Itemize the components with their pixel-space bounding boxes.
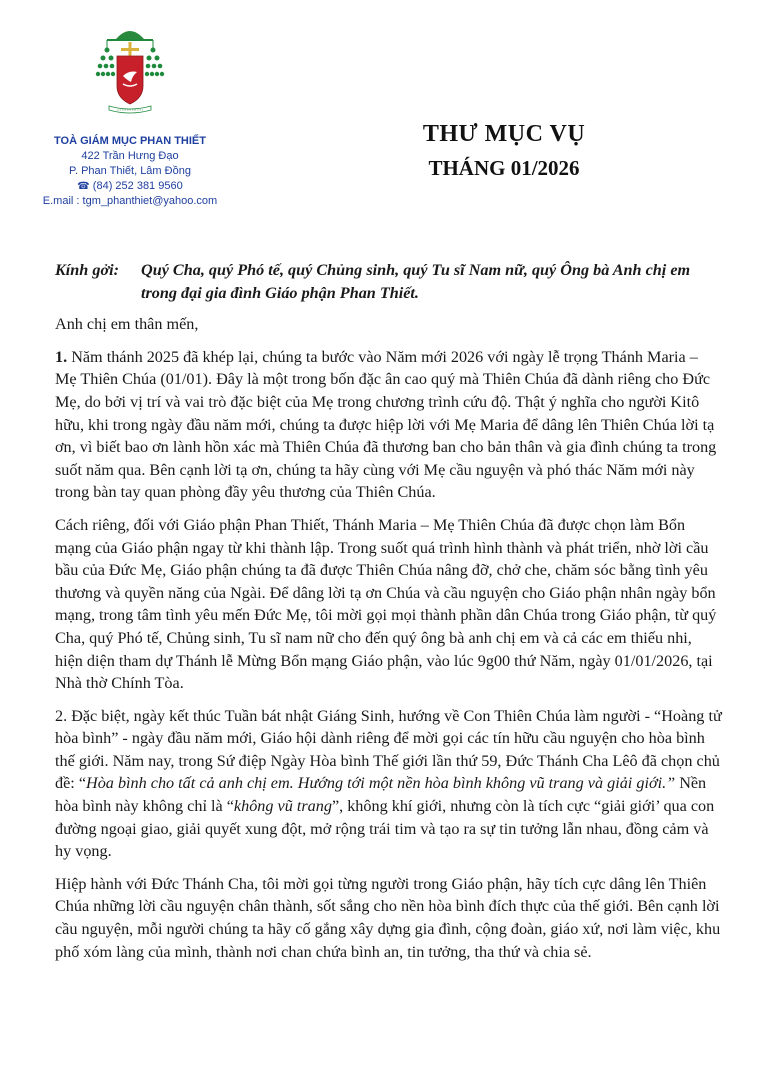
telephone-icon: ☎: [77, 181, 90, 192]
address-line: [55, 259, 723, 304]
title-line-1: THƯ MỤC VỤ: [422, 121, 586, 147]
letter-body: [55, 259, 723, 963]
sender-block: [20, 134, 240, 209]
galero-icon: [115, 31, 145, 40]
greeting: Anh chị em thân mến,: [55, 315, 199, 334]
paragraph-4: Hiệp hành với Đức Thánh Cha, tôi mời gọi từng người trong Giáo phận, hãy tích cực dâng lên Thiên Chúa những lời cầu nguyện chân thành, sốt sắng cho nền hòa bình đích thực của thế giới. Bên cạnh lời cầu nguyện, mỗi người chúng ta hãy cố gắng xây dựng gia đình, cộng đoàn, giáo xứ, nơi làm việc, khu phố xóm làng của mình, thành nơi chan chứa bình an, tin tưởng, tha thứ và chia sẻ.: [55, 874, 721, 961]
paragraph-1-number: 1.: [55, 347, 68, 366]
sender-organization: TOÀ GIÁM MỤC PHAN THIẾT: [54, 135, 206, 147]
sender-email-label: E.mail :: [42, 195, 80, 207]
sender-phone-row: [20, 179, 240, 194]
paragraph-3-part-a: 2. Đặc biệt, ngày kết thúc Tuần bát nhật Giáng Sinh, hướng về Con Thiên Chúa làm người - “Hoàng tử hòa bình” - ngày đầu năm mới, Giáo hội dành riêng để mời gọi các tín hữu cầu nguyện cho hòa bình thế giới. Năm nay, trong Sứ điệp Ngày Hòa bình Thế giới lần thứ 59, Đức Thánh Cha Lêô đã chọn chủ đề: “: [55, 706, 722, 793]
tassels-right-icon: [145, 48, 164, 77]
diocese-coat-of-arms-icon: [93, 26, 167, 116]
title-line-2: THÁNG 01/2026: [428, 156, 580, 180]
paragraph-2: Cách riêng, đối với Giáo phận Phan Thiết, Thánh Maria – Mẹ Thiên Chúa đã được chọn làm Bổn mạng của Giáo phận ngay từ khi thành lập. Trong suốt quá trình hình thành và phát triển, nhờ lời cầu bầu của Đức Mẹ, Giáo phận chúng ta đã được Thiên Chúa nâng đỡ, chở che, chăm sóc bằng tình yêu thương và quyền năng của Ngài. Để dâng lời tạ ơn Chúa và cầu nguyện cho Giáo phận nhân ngày bổn mạng, trong tâm tình yêu mến Đức Mẹ, tôi mời gọi mọi thành phần dân Chúa trong Giáo phận, từ quý Cha, quý Phó tế, Chủng sinh, Tu sĩ nam nữ cho đến quý ông bà anh chị em và cả các em thiếu nhi, hiện diện tham dự Thánh lễ Mừng Bổn mạng Giáo phận, vào lúc 9g00 thứ Năm, ngày 01/01/2026, tại Nhà thờ Chính Tòa.: [55, 515, 717, 693]
tassels-left-icon: [96, 48, 115, 77]
sender-phone: (84) 252 381 9560: [92, 180, 183, 192]
motto-banner-icon: [109, 106, 151, 113]
sender-email[interactable]: tgm_phanthiet@yahoo.com: [82, 195, 218, 207]
sender-email-row: [20, 194, 240, 209]
sender-ward: P. Phan Thiết, Lâm Đồng: [69, 165, 191, 177]
paragraph-1-text: Năm thánh 2025 đã khép lại, chúng ta bước vào Năm mới 2026 với ngày lễ trọng Thánh Maria – Mẹ Thiên Chúa (01/01). Đây là một trong bốn đặc ân cao quý mà Thiên Chúa đã dành riêng cho Đức Mẹ, do bởi vị trí và vai trò đặc biệt của Mẹ trong chương trình cứu độ. Thật ý nghĩa cho người Kitô hữu, khi trong ngày đầu năm mới, chúng ta được hiệp lời với Mẹ Maria để dâng lên Thiên Chúa lời tạ ơn, vì biết bao ơn lành hồn xác mà Thiên Chúa đã thương ban cho bản thân và gia đình chúng ta trong suốt năm qua. Bên cạnh lời tạ ơn, chúng ta hãy cùng với Mẹ cầu nguyện và phó thác Năm mới này trong bàn tay quan phòng đầy yêu thương của Thiên Chúa.: [55, 347, 717, 502]
paragraph-3: [55, 705, 723, 863]
paragraph-3-part-c: ”, không khí giới, nhưng còn là tích cực “giải giới’ qua con đường ngoại giao, giải quyết xung đột, mở rộng trái tim và tạo ra sự tin tưởng lẫn nhau, đồng cảm và hy vọng.: [55, 797, 715, 861]
address-text: Quý Cha, quý Phó tế, quý Chủng sinh, quý Tu sĩ Nam nữ, quý Ông bà Anh chị em trong đại gia đình Giáo phận Phan Thiết.: [141, 261, 691, 302]
sender-street: 422 Trần Hưng Đạo: [81, 150, 179, 162]
paragraph-3-italic: không vũ trang: [233, 797, 332, 816]
paragraph-1: [55, 346, 723, 504]
letter-title: [404, 118, 604, 183]
paragraph-3-theme: Hòa bình cho tất cả anh chị em. Hướng tới một nền hòa bình không vũ trang và giải giới.”: [86, 774, 676, 793]
address-label: Kính gởi:: [55, 261, 120, 279]
paragraph-3-part-b: Nền hòa bình này không chỉ là “: [55, 774, 707, 816]
